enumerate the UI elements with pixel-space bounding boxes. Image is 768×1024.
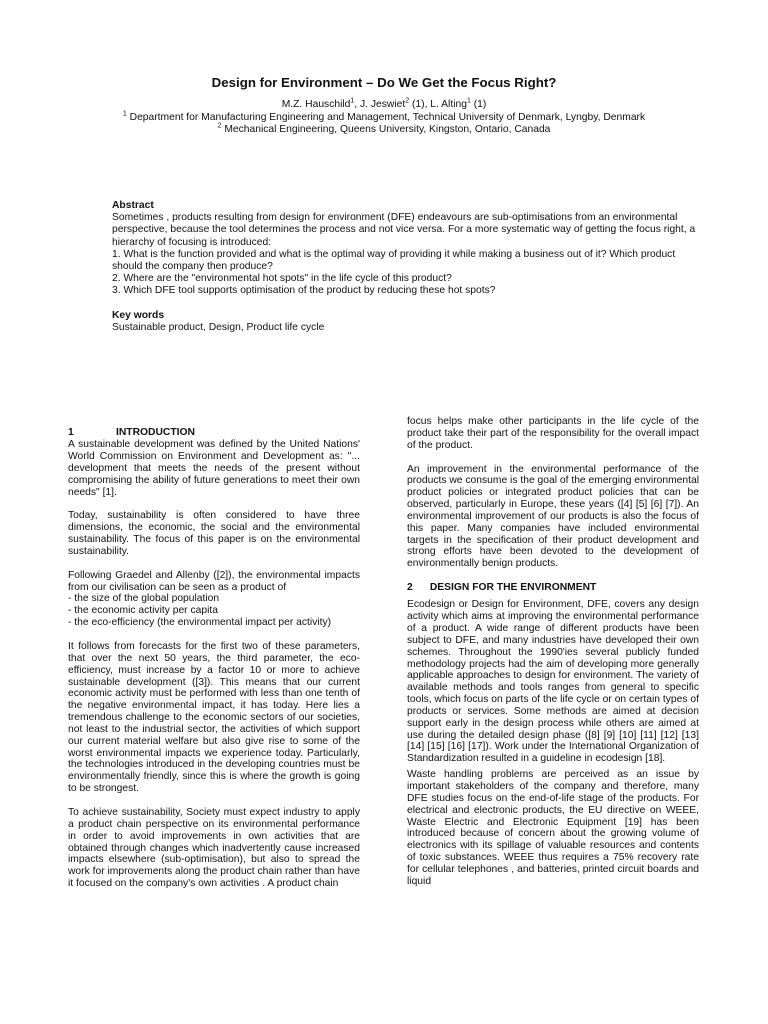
section-title: INTRODUCTION (116, 427, 195, 438)
list-item: - the eco-efficiency (the environmental impact per activity) (68, 617, 332, 629)
affiliation-marker: 1 (350, 97, 355, 105)
paragraph: Today, sustainability is often considered to have three dimensions, the economic, the social and the environmental sustainability. The focus of this paper is on the environmental sustainability. (68, 510, 360, 557)
abstract-body: Sometimes , products resulting from design for environment (DFE) endeavours are sub-optimisations from an environmental perspective, because the tool determines the process and not vice versa. For a more systematic way of getting the focus right, a hierarchy of focusing is introduced: (112, 212, 696, 248)
paragraph: A sustainable development was defined by the United Nations' World Commission on Environment and Development as: "... development that meets the needs of the present without compromising the ability of future generations to meet their own needs" [1]. (68, 439, 360, 498)
paragraph: It follows from forecasts for the first two of these parameters, that over the next 50 years, the third parameter, the eco-efficiency, must increase by a factor 10 or more to achieve sustainable development ([3]). This means that our current economic activity must be performed with less than one tenth of the negative environmental impact, it has today. Here lies a tremendous challenge to the economic sectors of our societies, not least to the industrial sector, the activities of which support our current material welfare but also give rise to some of the worst environmental impacts we experience today. Particularly, the technologies introduced in the developing countries must be environmentally friendly, since this is where the growth is going to be strongest. (68, 641, 360, 795)
affiliation-text: Department for Manufacturing Engineering and Management, Technical University of Denmark, Lyngby, Denmark (126, 112, 646, 123)
keywords-heading: Key words (112, 309, 165, 321)
paragraph: focus helps make other participants in the life cycle of the product take their part of the responsibility for the overall impact of the product. (407, 416, 699, 451)
abstract-item: 1. What is the function provided and what is the optimal way of providing it while making a business out of it? Which product should the company then produce? (112, 248, 676, 273)
affiliation-2 (0, 124, 768, 136)
author-line (0, 99, 768, 111)
section-title: DESIGN FOR THE ENVIRONMENT (429, 582, 597, 594)
paragraph: An improvement in the environmental performance of the products we consume is the goal of the emerging environmental product policies or integrated product policies that can be observed, particularly in Europe, these years ([4] [5] [6] [7]). An environmental improvement of our products is also the focus of this paper. Many companies have included environmental targets in the specification of their product development and strong efforts have been devoted to the development of environmentally benign products. (407, 463, 699, 570)
paragraph: Following Graedel and Allenby ([2]), the environmental impacts from our civilisation can be seen as a product of (68, 569, 360, 593)
author-name: (1), L. Alting (409, 99, 467, 110)
author-suffix: (1) (470, 99, 487, 110)
paragraph: Waste handling problems are perceived as an issue by important stakeholders of the company and therefore, many DFE studies focus on the end-of-life stage of the products. For electrical and electronic products, the EU directive on WEEE, Waste Electric and Electronic Equipment [19] has been introduced because of concern about the growing volume of electronics with its spillage of valuable resources and contents of toxic substances. WEEE thus requires a 75% recovery rate for cellular telephones , and batteries, printed circuit boards and liquid (407, 769, 699, 887)
paragraph: To achieve sustainability, Society must expect industry to apply a product chain perspective on its environmental performance in order to avoid improvements in own activities that are obtained through changes which inadvertently cause increased impacts elsewhere (sub-optimisation), but also to spread the work for improvements along the product chain rather than have it focused on the company's own activities . A product chain (68, 806, 360, 890)
factor-list (68, 593, 360, 629)
affiliation-marker: 2 (217, 122, 222, 130)
list-item: - the economic activity per capita (68, 605, 218, 617)
right-column (407, 416, 699, 900)
paper-title: Design for Environment – Do We Get the Focus Right? (211, 74, 557, 90)
affiliation-marker: 1 (122, 110, 127, 118)
left-column (68, 427, 360, 902)
keywords-text: Sustainable product, Design, Product life cycle (112, 321, 325, 333)
section-number: 1 (68, 427, 74, 438)
affiliation-text: Mechanical Engineering, Queens University, Kingston, Ontario, Canada (221, 124, 551, 135)
abstract-section (112, 200, 698, 334)
author-name: , J. Jeswiet (354, 99, 406, 110)
abstract-item: 2. Where are the "environmental hot spots" in the life cycle of this product? (112, 273, 452, 285)
affiliation-marker: 1 (466, 97, 471, 105)
author-name: M.Z. Hauschild (281, 99, 351, 110)
affiliation-1 (0, 112, 768, 124)
list-item: - the size of the global population (68, 593, 220, 605)
abstract-item: 3. Which DFE tool supports optimisation of the product by reducing these hot spots? (112, 285, 496, 297)
section-heading-introduction (68, 427, 360, 439)
affiliation-marker: 2 (405, 97, 410, 105)
abstract-heading: Abstract (112, 200, 154, 211)
section-heading-dfe (407, 582, 699, 594)
section-number: 2 (407, 582, 413, 594)
paragraph: Ecodesign or Design for Environment, DFE, covers any design activity which aims at improving the environmental performance of a product. A wide range of different products have been subject to DFE, and many industries have developed their own schemes. Throughout the 1990'ies several publicly funded methodology projects had the aim of developing more generally applicable approaches to design for environment. The variety of available methods and tools ranges from general to specific tools, which focus on parts of the life cycle or on certain types of products or services. Some methods are aimed at decision support early in the design process while others are aimed at use during the detailed design phase ([8] [9] [10] [11] [12] [13] [14] [15] [16] [17]). Work under the International Organization of Standardization resulted in a guideline in ecodesign [18]. (407, 599, 699, 765)
